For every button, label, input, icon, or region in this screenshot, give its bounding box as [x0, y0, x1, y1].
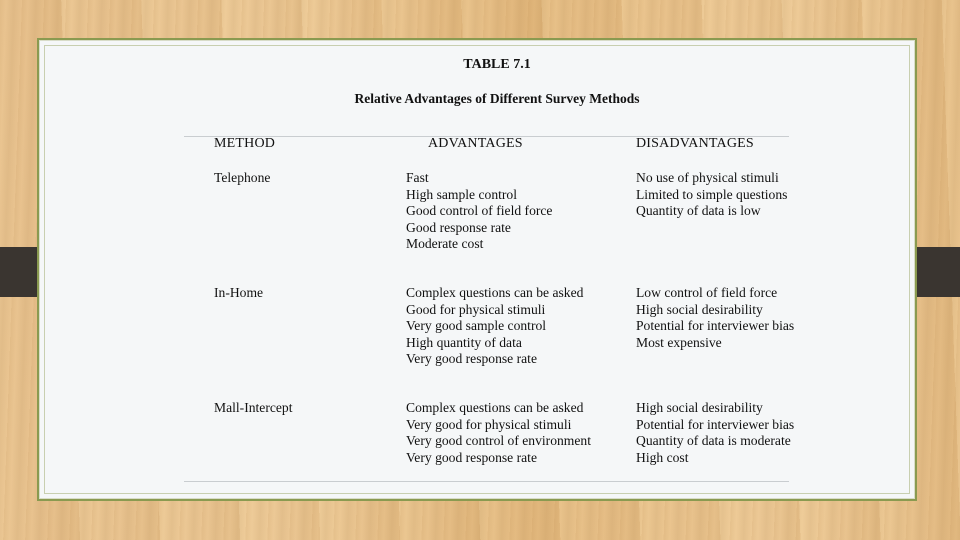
- disadvantage-item: Low control of field force: [636, 285, 778, 300]
- advantages-cell: [406, 400, 591, 466]
- method-label: In-Home: [214, 285, 264, 300]
- table-title: Relative Advantages of Different Survey Methods: [354, 91, 640, 106]
- table-bottom-rule: [184, 481, 789, 482]
- disadvantages-cell: [636, 400, 794, 466]
- disadvantages-cell: [636, 285, 794, 351]
- disadvantage-item: Quantity of data is moderate: [636, 433, 791, 449]
- disadvantages-cell: [636, 170, 787, 220]
- slide-card: [37, 38, 917, 501]
- disadvantage-item: Potential for interviewer bias: [636, 416, 795, 432]
- advantage-item: Fast: [406, 170, 429, 185]
- table-number: TABLE 7.1: [463, 57, 531, 72]
- disadvantage-item: High social desirability: [636, 301, 763, 317]
- disadvantage-item: Quantity of data is low: [636, 203, 761, 219]
- advantage-item: Moderate cost: [406, 236, 484, 252]
- advantage-item: Complex questions can be asked: [406, 400, 584, 415]
- disadvantage-item: High social desirability: [636, 400, 763, 415]
- disadvantage-item: Potential for interviewer bias: [636, 318, 795, 334]
- disadvantage-item: High cost: [636, 449, 689, 465]
- advantage-item: High quantity of data: [406, 334, 522, 350]
- disadvantage-item: Most expensive: [636, 334, 722, 350]
- disadvantage-item: No use of physical stimuli: [636, 170, 779, 185]
- advantage-item: Very good control of environment: [406, 433, 591, 449]
- header-method: METHOD: [214, 136, 276, 151]
- advantage-item: Very good response rate: [406, 351, 537, 367]
- disadvantage-item: Limited to simple questions: [636, 186, 788, 202]
- method-cell: [214, 170, 270, 187]
- method-cell: [214, 400, 293, 417]
- method-cell: [214, 285, 263, 302]
- header-advantages: ADVANTAGES: [428, 136, 523, 151]
- advantage-item: Very good sample control: [406, 318, 547, 334]
- advantages-cell: [406, 285, 583, 368]
- method-label: Mall-Intercept: [214, 400, 293, 415]
- advantage-item: Very good for physical stimuli: [406, 416, 572, 432]
- advantage-item: Complex questions can be asked: [406, 285, 584, 300]
- header-disadvantages: DISADVANTAGES: [636, 136, 754, 151]
- advantage-item: High sample control: [406, 186, 517, 202]
- advantage-item: Good response rate: [406, 219, 511, 235]
- advantage-item: Very good response rate: [406, 449, 537, 465]
- advantages-cell: [406, 170, 552, 253]
- advantage-item: Good control of field force: [406, 203, 553, 219]
- method-label: Telephone: [214, 170, 271, 185]
- advantage-item: Good for physical stimuli: [406, 301, 546, 317]
